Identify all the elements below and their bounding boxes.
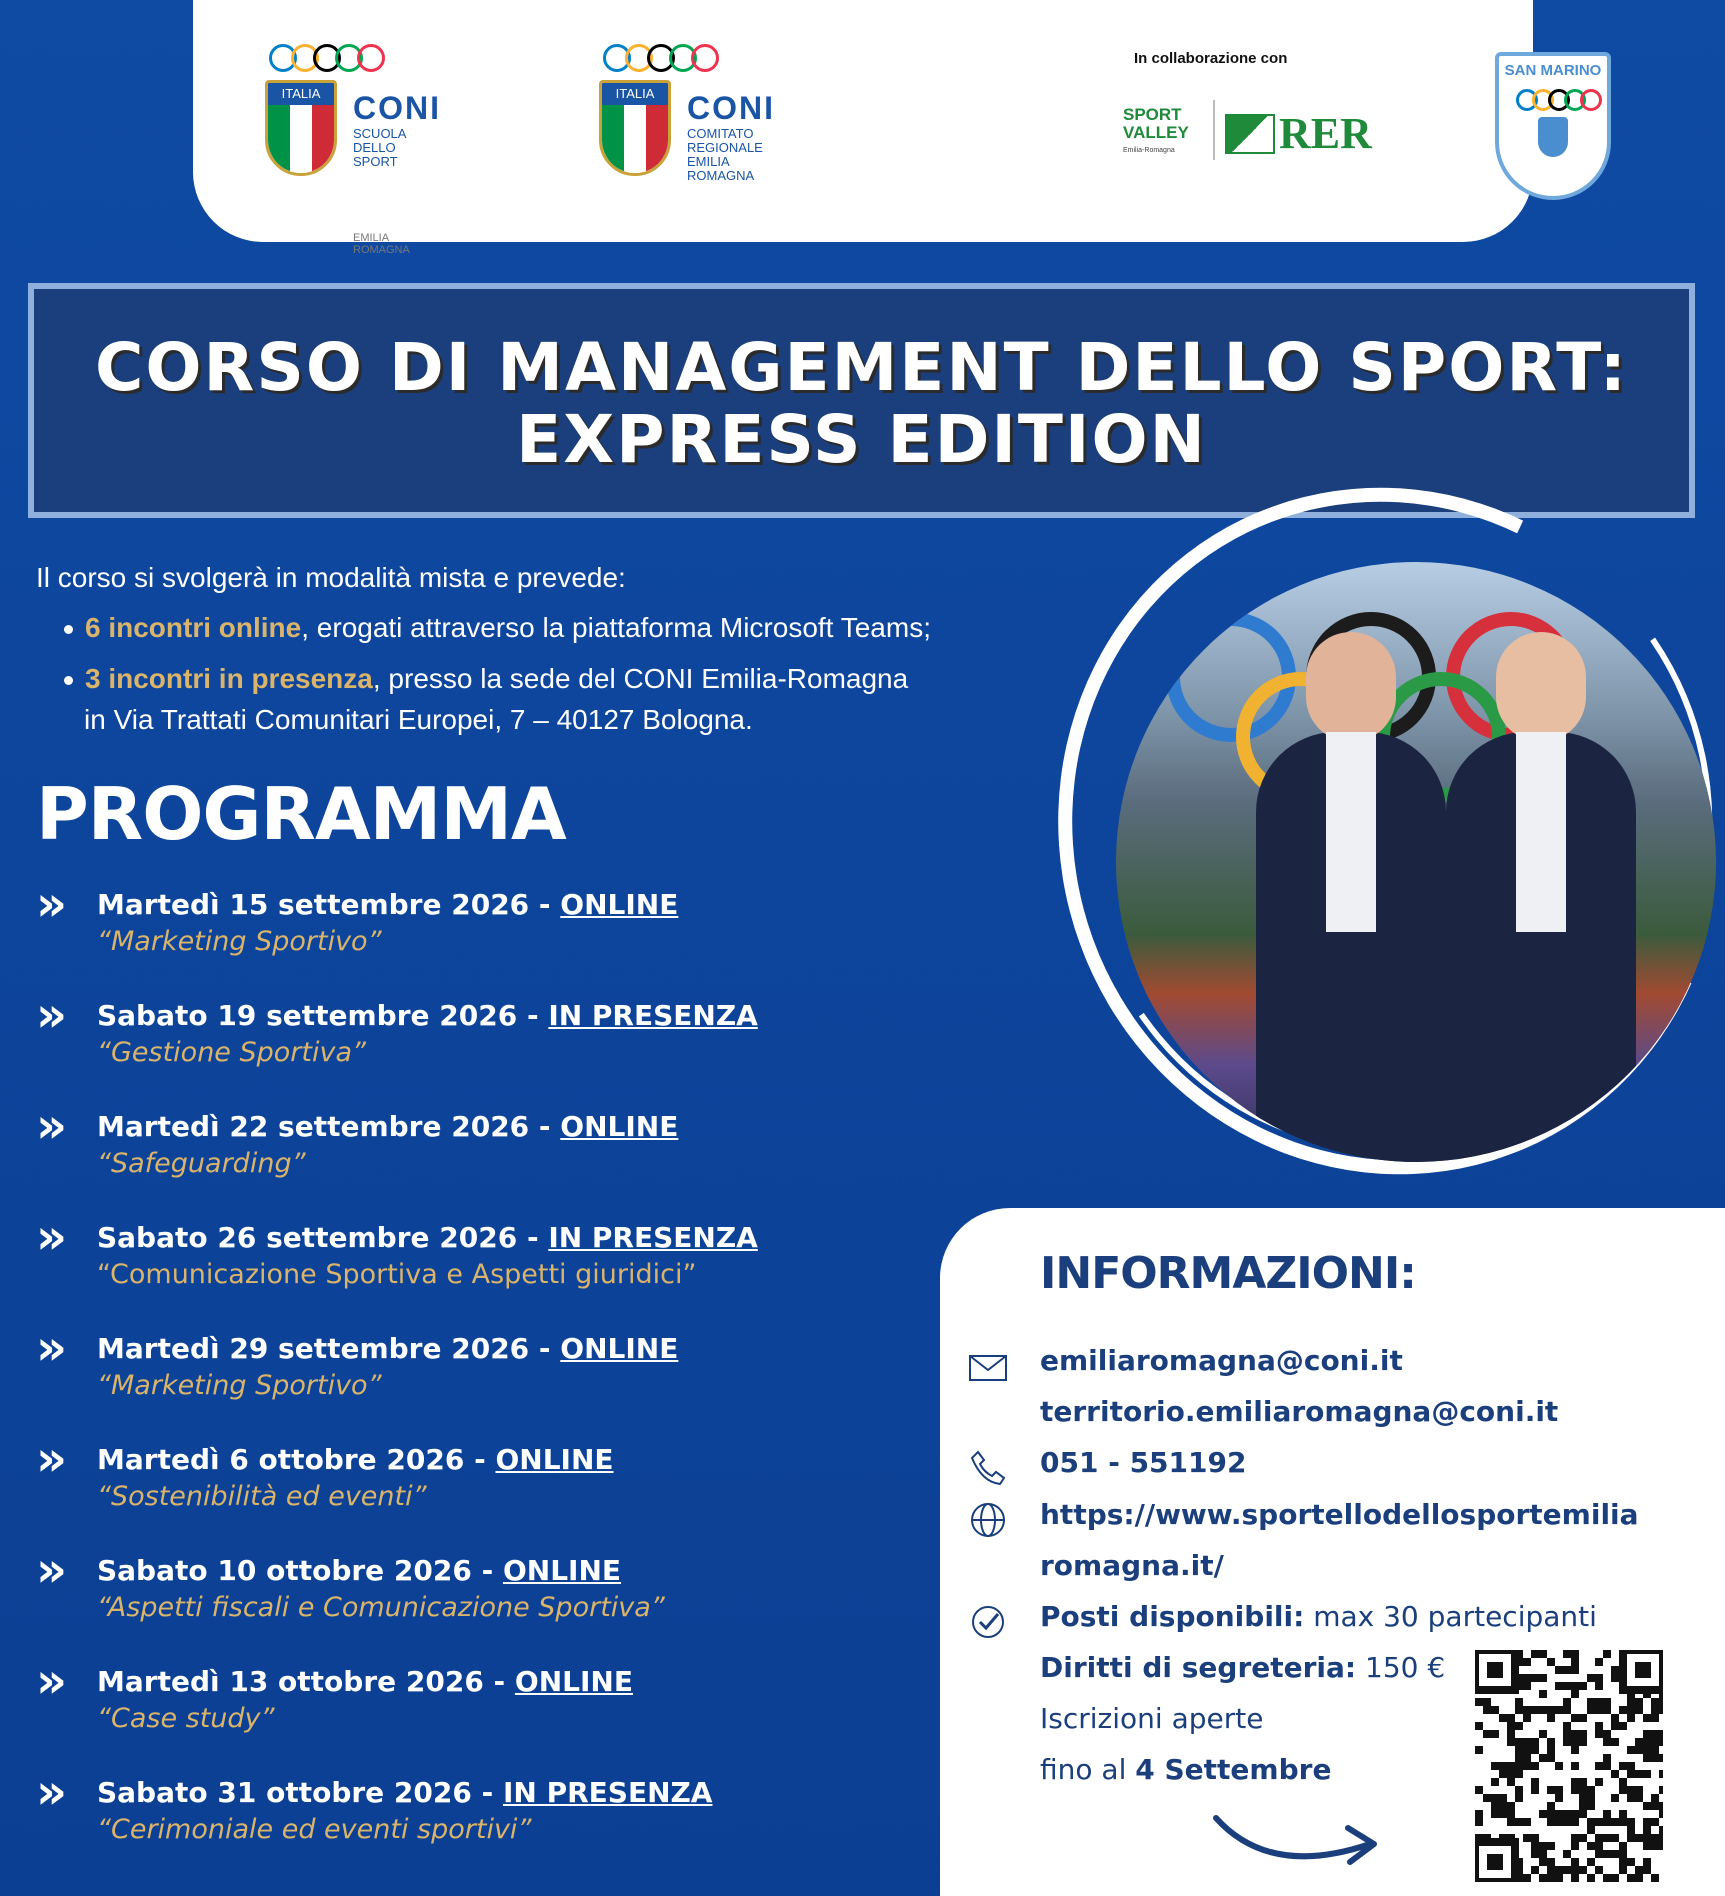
schedule-date: Martedì 6 ottobre 2026 - ONLINE <box>97 1443 614 1476</box>
globe-icon <box>968 1500 1008 1540</box>
olympic-staff-photo <box>1060 470 1725 1210</box>
intro-bullet-presenza: 3 incontri in presenza, presso la sede del CONI Emilia-Romagna <box>64 659 908 699</box>
double-chevron-icon: » <box>36 876 60 932</box>
schedule-topic: “Marketing Sportivo” <box>97 926 382 957</box>
title-line-2: EXPRESS EDITION <box>516 401 1207 478</box>
schedule-mode: IN PRESENZA <box>548 999 758 1032</box>
double-chevron-icon: » <box>36 987 60 1043</box>
schedule-mode: IN PRESENZA <box>502 1776 713 1809</box>
phone-icon <box>968 1448 1008 1488</box>
qr-code[interactable] <box>1475 1650 1663 1882</box>
schedule-date: Martedì 13 ottobre 2026 - ONLINE <box>97 1665 633 1698</box>
schedule-topic: “Sostenibilità ed eventi” <box>97 1481 427 1512</box>
schedule-topic: “Gestione Sportiva” <box>97 1037 366 1068</box>
schedule-date: Martedì 29 settembre 2026 - ONLINE <box>97 1332 679 1365</box>
schedule-mode: ONLINE <box>560 888 679 921</box>
schedule-topic: “Comunicazione Sportiva e Aspetti giuridici” <box>97 1259 697 1290</box>
coni-sub: DELLO SPORT <box>353 140 398 169</box>
envelope-icon <box>968 1348 1008 1388</box>
email-secondary[interactable]: territorio.emiliaromagna@coni.it <box>1040 1395 1559 1428</box>
schedule-mode: ONLINE <box>495 1443 614 1476</box>
diritti-segreteria: Diritti di segreteria: 150 € <box>1040 1651 1446 1684</box>
title-line-1: CORSO DI MANAGEMENT DELLO SPORT: <box>94 329 1628 406</box>
double-chevron-icon: » <box>36 1431 60 1487</box>
schedule-mode: IN PRESENZA <box>548 1221 758 1254</box>
coni-title: CONI <box>353 90 441 126</box>
intro-bullet-online: 6 incontri online, erogati attraverso la piattaforma Microsoft Teams; <box>64 608 931 648</box>
schedule-topic: “Marketing Sportivo” <box>97 1370 382 1401</box>
intro-lead: Il corso si svolgerà in modalità mista e prevede: <box>36 562 626 593</box>
olympic-rings-icon <box>603 44 713 72</box>
italia-shield-icon: ITALIA <box>265 80 337 176</box>
collaboration-label: In collaborazione con <box>1134 50 1288 67</box>
schedule-date: Sabato 19 settembre 2026 - IN PRESENZA <box>97 999 758 1032</box>
website-link-line2[interactable]: romagna.it/ <box>1040 1549 1224 1582</box>
olympic-rings-icon <box>269 44 379 72</box>
san-marino-crest-icon <box>1538 117 1568 157</box>
iscrizioni-scadenza: fino al 4 Settembre <box>1040 1753 1332 1786</box>
double-chevron-icon: » <box>36 1320 60 1376</box>
schedule-mode: ONLINE <box>560 1332 679 1365</box>
person-man <box>1256 732 1446 1162</box>
coni-sub: EMILIA ROMAGNA <box>687 154 755 183</box>
italia-shield-icon: ITALIA <box>599 80 671 176</box>
san-marino-logo: SAN MARINO <box>1495 52 1611 200</box>
phone-number[interactable]: 051 - 551192 <box>1040 1446 1247 1479</box>
info-title: INFORMAZIONI: <box>1040 1248 1416 1299</box>
coni-comitato-logo <box>599 44 775 183</box>
schedule-topic: “Case study” <box>97 1703 275 1734</box>
info-panel <box>940 1208 1725 1896</box>
coni-sub: COMITATO <box>687 126 754 141</box>
coni-sub: REGIONALE <box>687 140 763 155</box>
schedule-topic: “Cerimoniale ed eventi sportivi” <box>97 1814 532 1845</box>
schedule-date: Martedì 15 settembre 2026 - ONLINE <box>97 888 679 921</box>
intro-address: in Via Trattati Comunitari Europei, 7 – 40127 Bologna. <box>84 704 753 735</box>
double-chevron-icon: » <box>36 1542 60 1598</box>
schedule-date: Sabato 26 settembre 2026 - IN PRESENZA <box>97 1221 758 1254</box>
arrow-icon <box>1210 1808 1390 1878</box>
coni-region: EMILIA ROMAGNA <box>353 232 410 256</box>
coni-title: CONI <box>687 90 775 126</box>
iscrizioni-aperte: Iscrizioni aperte <box>1040 1702 1264 1735</box>
person-woman <box>1446 732 1636 1162</box>
schedule-topic: “Safeguarding” <box>97 1148 306 1179</box>
double-chevron-icon: » <box>36 1653 60 1709</box>
logo-panel <box>193 0 1602 256</box>
email-primary[interactable]: emiliaromagna@coni.it <box>1040 1344 1403 1377</box>
double-chevron-icon: » <box>36 1209 60 1265</box>
coni-scuola-logo <box>265 44 441 256</box>
website-link-line1[interactable]: https://www.sportellodellosportemilia <box>1040 1498 1639 1531</box>
schedule-topic: “Aspetti fiscali e Comunicazione Sportiva” <box>97 1592 665 1623</box>
coni-sub: SCUOLA <box>353 126 407 141</box>
logo-divider <box>1213 100 1215 160</box>
schedule-date: Sabato 10 ottobre 2026 - ONLINE <box>97 1554 622 1587</box>
olympic-rings-icon <box>1505 89 1607 111</box>
double-chevron-icon: » <box>36 1764 60 1820</box>
programma-heading: PROGRAMMA <box>36 772 566 856</box>
schedule-mode: ONLINE <box>502 1554 622 1587</box>
schedule-date: Martedì 22 settembre 2026 - ONLINE <box>97 1110 679 1143</box>
check-badge-icon <box>968 1602 1008 1642</box>
photo-circle <box>1116 562 1716 1162</box>
schedule-mode: ONLINE <box>560 1110 679 1143</box>
schedule-date: Sabato 31 ottobre 2026 - IN PRESENZA <box>97 1776 713 1809</box>
posti-disponibili: Posti disponibili: max 30 partecipanti <box>1040 1600 1597 1633</box>
rer-logo: RER <box>1225 108 1372 159</box>
schedule-mode: ONLINE <box>514 1665 633 1698</box>
double-chevron-icon: » <box>36 1098 60 1154</box>
sport-valley-logo: SPORT VALLEY Emilia-Romagna <box>1123 105 1189 154</box>
